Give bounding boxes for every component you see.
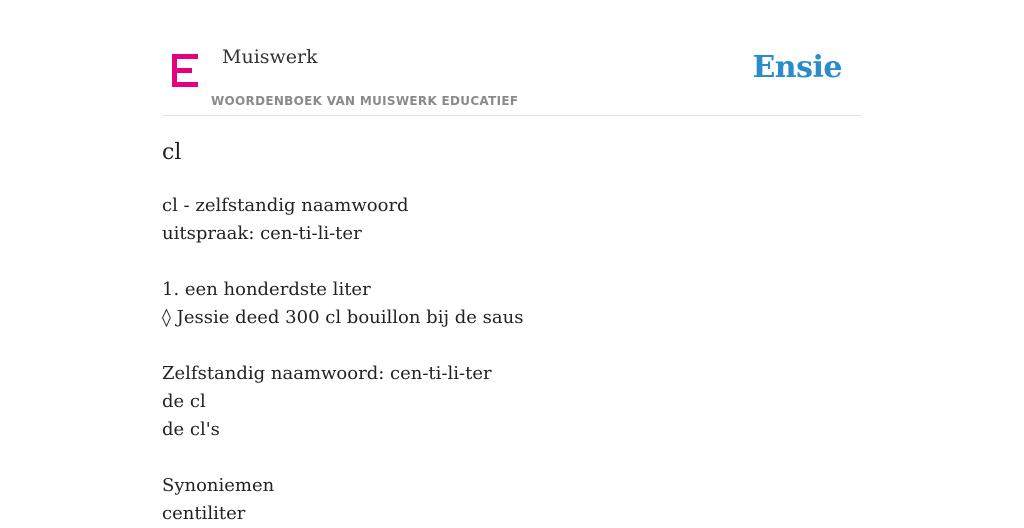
entry-body [162, 192, 523, 528]
brand-name-link[interactable]: Muiswerk [222, 46, 318, 68]
synonyms-heading: Synoniemen [162, 475, 275, 496]
definition: 1. een honderdste liter [162, 279, 371, 300]
noun-heading: Zelfstandig naamwoord: cen-ti-li-ter [162, 363, 492, 384]
pronunciation: uitspraak: cen-ti-li-ter [162, 223, 362, 244]
spacer [162, 332, 523, 360]
site-header [162, 0, 862, 116]
muiswerk-logo-icon[interactable] [172, 54, 198, 88]
singular-form: de cl [162, 391, 206, 412]
example-sentence: ◊ Jessie deed 300 cl bouillon bij de saus [162, 307, 524, 328]
plural-form: de cl's [162, 419, 220, 440]
spacer [162, 444, 523, 472]
brand-subtitle: WOORDENBOEK VAN MUISWERK EDUCATIEF [211, 94, 519, 108]
entry-header-line: cl - zelfstandig naamwoord [162, 195, 409, 216]
spacer [162, 248, 523, 276]
page-container [162, 0, 862, 524]
synonym-item: centiliter [162, 503, 246, 524]
entry-title: cl [162, 140, 182, 165]
ensie-logo-link[interactable]: Ensie [752, 50, 842, 85]
